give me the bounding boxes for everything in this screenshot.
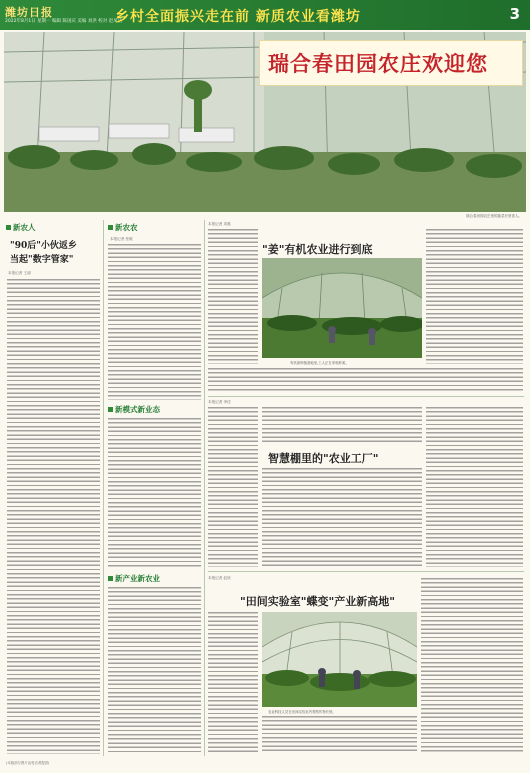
newspaper-logo: 潍坊日报	[5, 6, 53, 19]
article-title-line1: "90后"小伙返乡	[10, 241, 77, 251]
column-rule	[103, 220, 104, 756]
article-body-mid-3	[108, 587, 201, 754]
section-rule	[208, 571, 524, 572]
article-body-mid-2	[108, 418, 201, 568]
footer-note: (本版部分图片由受访者提供)	[6, 761, 50, 765]
article-title-line2: 当起"数字管家"	[10, 255, 74, 265]
article-title-ginger: "姜"有机农业进行到底	[262, 243, 373, 256]
article-body-ginger-3	[208, 368, 523, 392]
section-tag-xinnongren: 新农人	[6, 222, 36, 233]
section-tag-xinnongnong: 新农农	[108, 222, 138, 233]
article-body-lab-1	[208, 612, 258, 754]
article-body-factory-1	[208, 407, 258, 567]
hero-caption: 瑞合春田园农庄里的蔬菜长势喜人。	[466, 214, 522, 218]
section-tag-xinchanye: 新产业新农业	[108, 573, 160, 584]
article-body-factory-2	[262, 407, 422, 445]
page-number: 3	[509, 5, 520, 23]
masthead	[0, 0, 530, 30]
article-title-factory: 智慧棚里的"农业工厂"	[268, 452, 379, 465]
ginger-field-illustration	[262, 258, 422, 358]
welcome-banner	[259, 40, 523, 86]
ginger-photo-caption: 有机姜种植基地里,工人正在采收鲜姜。	[290, 361, 349, 365]
article-byline-factory: 本报记者 李佳	[208, 400, 231, 404]
lab-greenhouse-illustration	[262, 612, 417, 707]
article-body-left	[7, 279, 100, 754]
article-body-ginger-1	[208, 229, 258, 364]
article-body-factory-3	[262, 468, 422, 568]
section-rule	[208, 396, 524, 397]
article-body-factory-4	[426, 407, 523, 567]
issue-meta: 2022年8月1日 星期一 编辑 陈国庆 美编 刘洪 校对 赵凤洁	[5, 19, 123, 24]
article-body-lab-2	[262, 716, 417, 754]
article-body-lab-3	[421, 578, 523, 754]
section-tag-xinmoshi: 新模式新业态	[108, 404, 160, 415]
article-body-ginger-2	[426, 229, 523, 364]
article-title-lab: "田间实验室"蝶变"产业新高地"	[240, 595, 395, 608]
lab-greenhouse-photo	[262, 612, 417, 707]
welcome-banner-text: 瑞合春田园农庄欢迎您	[268, 51, 488, 76]
article-body-mid-1	[108, 244, 201, 400]
ginger-field-photo	[262, 258, 422, 358]
article-byline-left: 本报记者 王丽	[8, 271, 31, 275]
hero-photo	[4, 32, 526, 212]
article-byline-mid: 本报记者 张敏	[110, 237, 133, 241]
page-headline: 乡村全面振兴走在前 新质农业看潍坊	[115, 9, 361, 25]
lab-photo-caption: 农业科技人员在田间实验室内观察作物长势。	[268, 710, 336, 714]
column-rule	[204, 220, 205, 756]
article-byline-ginger: 本报记者 刘磊	[208, 222, 231, 226]
article-byline-lab: 本报记者 赵欣	[208, 576, 231, 580]
